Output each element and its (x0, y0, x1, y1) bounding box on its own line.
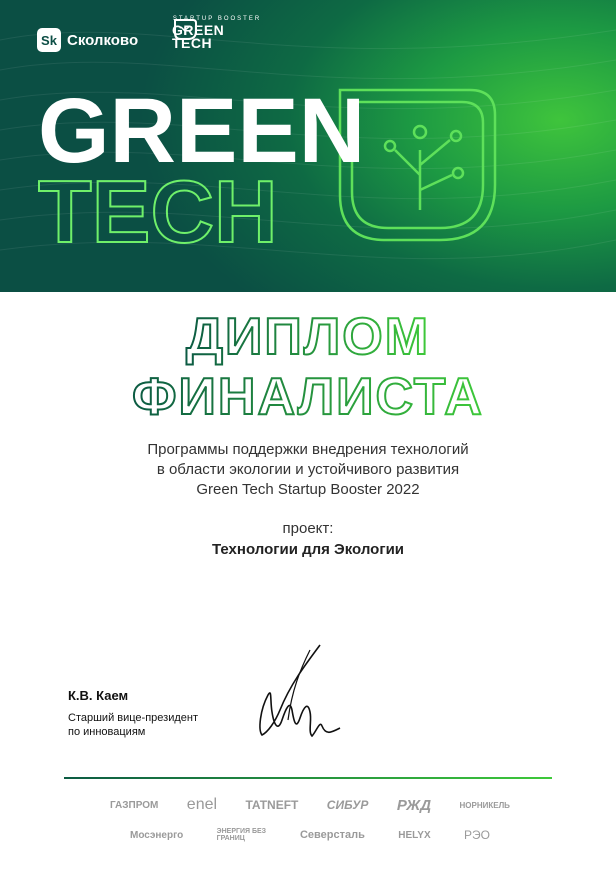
partner-tatneft: TATNEFT (245, 798, 299, 812)
signer-name: К.В. Каем (68, 688, 129, 703)
signer-position-line1: Старший вице-президент (68, 712, 198, 724)
header-banner (0, 0, 616, 292)
partner-severstal: Северсталь (299, 829, 365, 841)
partner-gazprom: ГАЗПРОМ (110, 799, 159, 811)
partner-logos (110, 790, 510, 850)
skolkovo-name: Сколково (67, 31, 139, 49)
project-label: проект: (282, 520, 334, 537)
footer-divider (64, 777, 552, 779)
booster-tagline: STARTUP BOOSTER (172, 16, 262, 22)
partner-reo: РЭО (464, 828, 490, 842)
partner-mosenergo: Мосэнерго (130, 829, 184, 841)
signature-icon (250, 640, 350, 750)
title-line2: ФИНАЛИСТА (132, 368, 484, 426)
hero-text-green: GREEN (38, 80, 366, 182)
title-line1: ДИПЛОМ (185, 308, 431, 366)
partner-row-2 (110, 820, 510, 850)
hero-text-tech: TECH (38, 162, 278, 261)
skolkovo-mark-icon: Sk (37, 28, 61, 52)
greentech-name-line1: GREEN (172, 22, 225, 38)
greentech-leaf-icon (172, 16, 198, 42)
partner-rzd: РЖД (396, 796, 432, 814)
project-name: Технологии для Экологии (211, 541, 405, 558)
skolkovo-logo (37, 28, 138, 52)
signer-block (68, 688, 228, 739)
greentech-name-line2: TECH (172, 35, 213, 51)
partner-enel: enel (186, 796, 218, 813)
partner-nornickel: НОРНИКЕЛЬ (459, 800, 510, 810)
diploma-title (0, 292, 616, 433)
signer-position (68, 711, 228, 739)
partner-helyx: HELYX (398, 829, 431, 841)
program-line2: в области экологии и устойчивого развития (156, 461, 460, 478)
program-description (0, 440, 616, 500)
signer-position-line2: по инновациям (68, 726, 146, 738)
partner-row-1 (110, 790, 510, 820)
program-line3: Green Tech Startup Booster 2022 (196, 481, 420, 498)
partner-energy: ЭНЕРГИЯ БЕЗ ГРАНИЦ (216, 828, 267, 842)
program-line1: Программы поддержки внедрения технологий (147, 441, 469, 458)
greentech-logo (172, 16, 262, 50)
partner-sibur: СИБУР (326, 798, 369, 812)
